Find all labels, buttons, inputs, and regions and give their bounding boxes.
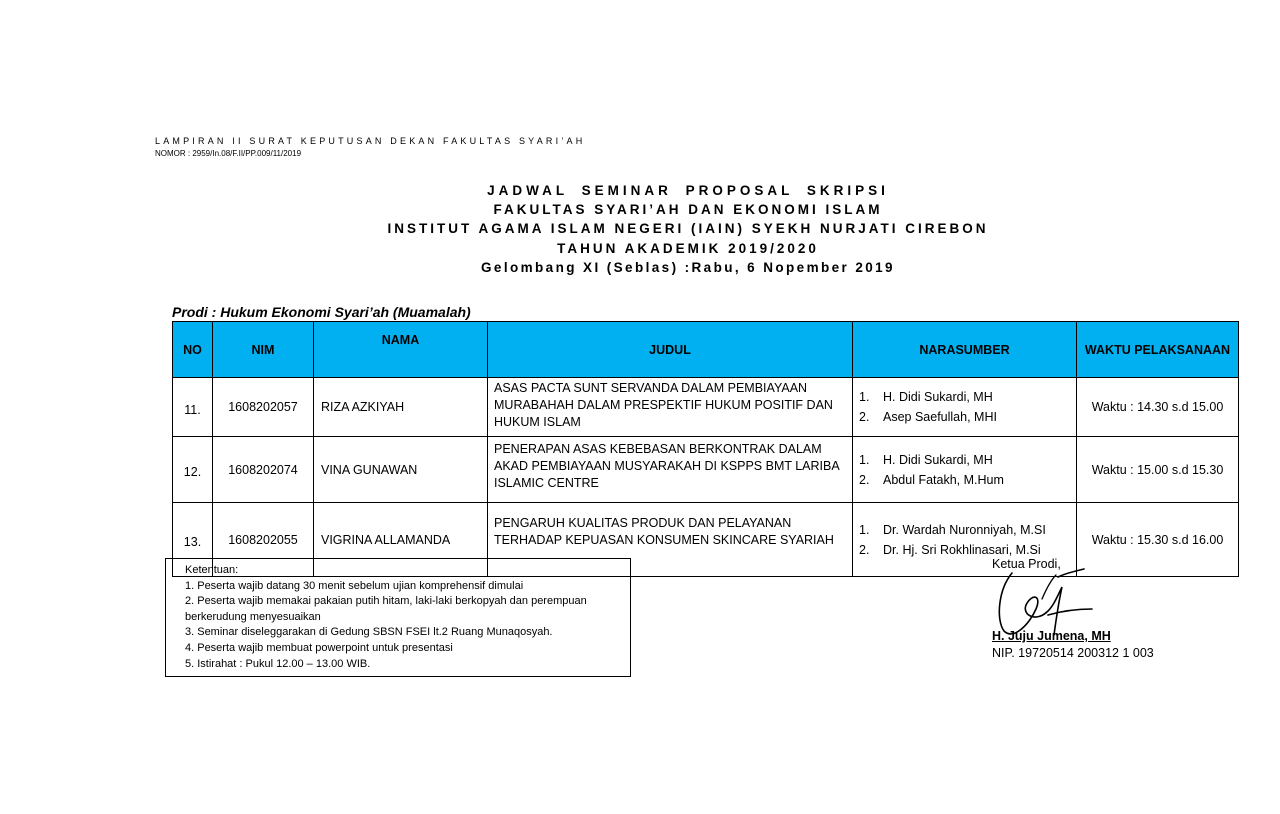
nomor-text: NOMOR : 2959/In.08/F.II/PP.009/11/2019 (155, 149, 302, 158)
cell-narasumber (853, 378, 1077, 437)
narasumber-name: Dr. Wardah Nuronniyah, M.SI (883, 522, 1046, 537)
narasumber-item (859, 450, 1075, 470)
narasumber-name: H. Didi Sukardi, MH (883, 452, 993, 467)
cell-no: 13. (173, 503, 213, 577)
header-narasumber: NARASUMBER (853, 322, 1077, 378)
ketentuan-item: 3. Seminar diseleggarakan di Gedung SBSN FSEI lt.2 Ruang Munaqosyah. (185, 626, 553, 639)
narasumber-number: 2. (859, 410, 870, 424)
narasumber-name: Asep Saefullah, MHI (883, 410, 997, 424)
cell-judul: PENGARUH KUALITAS PRODUK DAN PELAYANAN TERHADAP KEPUASAN KONSUMEN SKINCARE SYARIAH (488, 503, 853, 577)
cell-nim: 1608202055 (213, 503, 314, 577)
prodi-label: Prodi : Hukum Ekonomi Syari’ah (Muamalah) (172, 304, 471, 320)
cell-nama: RIZA AZKIYAH (314, 378, 488, 437)
ketentuan-item: 1. Peserta wajib datang 30 menit sebelum ujian komprehensif dimulai (185, 579, 524, 592)
document-titles (0, 181, 1280, 277)
cell-no: 12. (173, 437, 213, 503)
header-no: NO (173, 322, 213, 378)
narasumber-item (859, 520, 1075, 540)
narasumber-number: 2. (859, 542, 870, 557)
title-line-2: FAKULTAS SYARI’AH DAN EKONOMI ISLAM (493, 202, 883, 218)
cell-waktu: Waktu : 15.00 s.d 15.30 (1077, 437, 1239, 503)
narasumber-item (859, 407, 1075, 427)
table-row (173, 378, 1239, 437)
ketentuan-title: Ketentuan: (185, 564, 239, 576)
narasumber-name: Abdul Fatakh, M.Hum (883, 472, 1004, 487)
cell-nim: 1608202057 (213, 378, 314, 437)
cell-nama: VINA GUNAWAN (314, 437, 488, 503)
title-line-4: TAHUN AKADEMIK 2019/2020 (557, 240, 819, 256)
title-line-3: INSTITUT AGAMA ISLAM NEGERI (IAIN) SYEKH NURJATI CIREBON (387, 221, 989, 237)
header-nama: NAMA (314, 322, 488, 378)
narasumber-item (859, 387, 1075, 407)
ketentuan-item: 2. Peserta wajib memakai pakaian putih hitam, laki-laki berkopyah dan perempuan berkerudung menyesuaikan (185, 595, 587, 623)
ketentuan-box (165, 558, 631, 677)
table-header-row (173, 322, 1239, 378)
narasumber-name: H. Didi Sukardi, MH (883, 390, 993, 404)
cell-nim: 1608202074 (213, 437, 314, 503)
header-judul: JUDUL (488, 322, 853, 378)
signature-block (992, 557, 1154, 660)
signature-title: Ketua Prodi, (992, 557, 1061, 571)
header-nim: NIM (213, 322, 314, 378)
signature-name: H. Juju Jumena, MH (992, 629, 1111, 643)
narasumber-number: 1. (859, 452, 870, 467)
narasumber-number: 2. (859, 472, 870, 487)
narasumber-name: Dr. Hj. Sri Rokhlinasari, M.Si (883, 542, 1041, 557)
narasumber-number: 1. (859, 390, 870, 404)
schedule-table (172, 321, 1239, 577)
cell-waktu: Waktu : 15.30 s.d 16.00 (1077, 503, 1239, 577)
cell-waktu: Waktu : 14.30 s.d 15.00 (1077, 378, 1239, 437)
cell-judul: PENERAPAN ASAS KEBEBASAN BERKONTRAK DALAM AKAD PEMBIAYAAN MUSYARAKAH DI KSPPS BMT LARIBA ISLAMIC CENTRE (488, 437, 853, 503)
title-line-1: JADWAL SEMINAR PROPOSAL SKRIPSI (487, 183, 889, 198)
narasumber-item (859, 470, 1075, 490)
ketentuan-item: 5. Istirahat : Pukul 12.00 – 13.00 WIB. (185, 657, 371, 670)
ketentuan-item: 4. Peserta wajib membuat powerpoint untuk presentasi (185, 641, 453, 654)
narasumber-number: 1. (859, 522, 870, 537)
table-row (173, 437, 1239, 503)
title-line-5: Gelombang XI (Seblas) :Rabu, 6 Nopember 2019 (481, 259, 895, 275)
signature-nip: NIP. 19720514 200312 1 003 (992, 646, 1154, 660)
cell-no: 11. (173, 378, 213, 437)
cell-nama: VIGRINA ALLAMANDA (314, 503, 488, 577)
header-waktu: WAKTU PELAKSANAAN (1077, 322, 1239, 378)
cell-narasumber (853, 437, 1077, 503)
cell-judul: ASAS PACTA SUNT SERVANDA DALAM PEMBIAYAAN MURABAHAH DALAM PRESPEKTIF HUKUM POSITIF DAN HUKUM ISLAM (488, 378, 853, 437)
lampiran-text: LAMPIRAN II SURAT KEPUTUSAN DEKAN FAKULTAS SYARI’AH (155, 136, 586, 146)
